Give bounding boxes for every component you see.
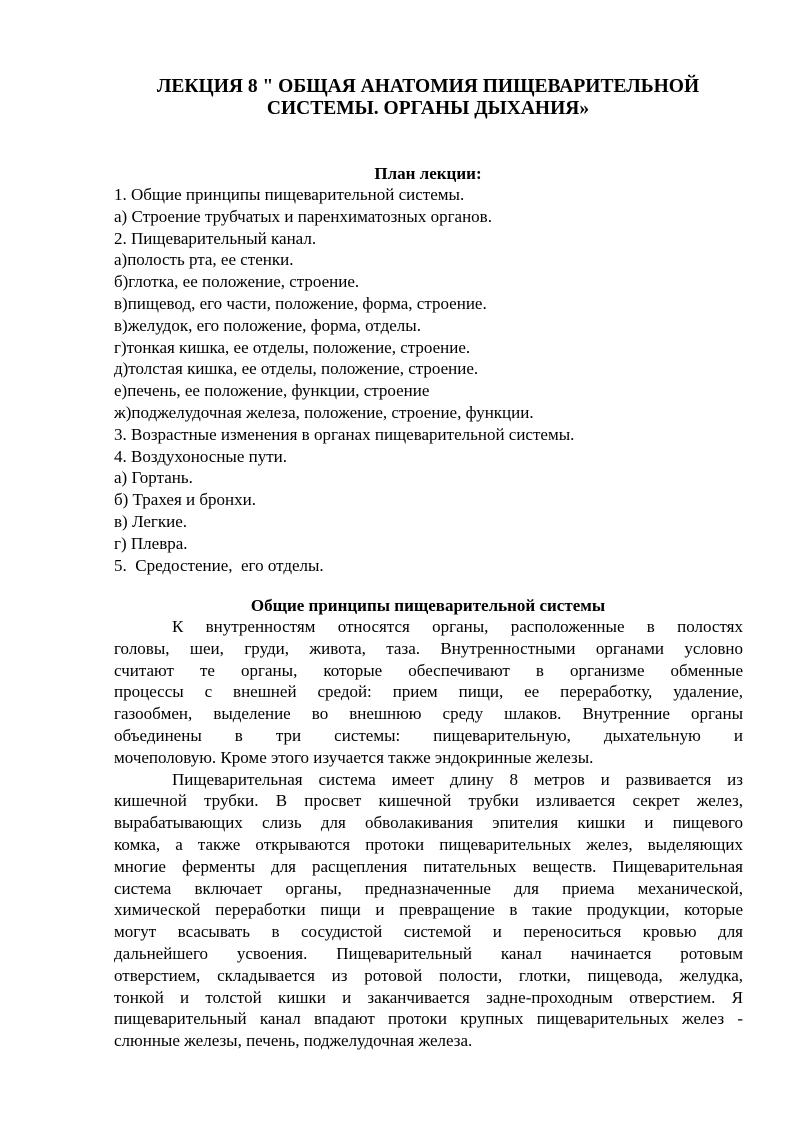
paragraph-2-line: химической переработки пищи и превращение в такие продукции, которые (114, 900, 743, 920)
plan-item: а) Гортань. (114, 468, 193, 488)
plan-item: е)печень, ее положение, функции, строение (114, 381, 430, 401)
plan-list (114, 184, 744, 576)
plan-item: 2. Пищеварительный канал. (114, 228, 317, 248)
plan-item: б) Трахея и бронхи. (114, 490, 256, 510)
paragraph-1-line: считают те органы, которые обеспечивают в организме обменные (114, 660, 743, 680)
paragraph-2-line: вырабатывающих слизь для обволакивания эпителия кишки и пищевого (114, 813, 743, 833)
plan-item: в) Легкие. (114, 511, 188, 531)
paragraph-1-line: процессы с внешней средой: прием пищи, ее переработку, удаление, (114, 682, 743, 702)
paragraph-2-line: отверстием, складывается из ротовой полости, глотки, пищевода, желудка, (114, 965, 743, 985)
lecture-title (100, 76, 756, 120)
plan-item: в)желудок, его положение, форма, отделы. (114, 315, 421, 335)
plan-item: г) Плевра. (114, 533, 188, 553)
plan-item: г)тонкая кишка, ее отделы, положение, строение. (114, 337, 471, 357)
plan-item: 1. Общие принципы пищеварительной системы. (114, 185, 465, 204)
plan-item: в)пищевод, его части, положение, форма, строение. (114, 293, 487, 313)
section-heading: Общие принципы пищеварительной системы (250, 596, 606, 615)
paragraph-2-line: дальнейшего усвоения. Пищеварительный канал начинается ротовым (114, 943, 743, 963)
paragraph-2-line: комка, а также открываются протоки пищеварительных желез, выделяющих (114, 834, 743, 854)
plan-item: 5. Средостение, его отделы. (114, 555, 324, 575)
paragraph-1-line: К внутренностям относятся органы, расположенные в полостях (172, 617, 743, 636)
paragraph-2-line: слюнные железы, печень, поджелудочная железа. (114, 1031, 473, 1051)
paragraph-2-line: тонкой и толстой кишки и заканчивается задне-проходным отверстием. Я (114, 987, 743, 1007)
paragraph-2-line: пищеварительный канал впадают протоки крупных пищеварительных желез - (114, 1009, 743, 1029)
lecture-title-line-1: ЛЕКЦИЯ 8 " ОБЩАЯ АНАТОМИЯ ПИЩЕВАРИТЕЛЬНОЙ (156, 76, 700, 97)
plan-item: 3. Возрастные изменения в органах пищеварительной системы. (114, 424, 575, 444)
plan-item: а)полость рта, ее стенки. (114, 250, 294, 270)
section-body (114, 616, 743, 1052)
paragraph-2-line: многие ферменты для расщепления питательных веществ. Пищеварительная (114, 856, 743, 876)
paragraph-2-line: могут всасывать в сосудистой системой и переноситься кровью для (114, 922, 743, 942)
plan-heading: План лекции: (374, 164, 482, 183)
plan-item: ж)поджелудочная железа, положение, строение, функции. (114, 402, 534, 422)
plan-item: 4. Воздухоносные пути. (114, 446, 288, 466)
plan-item: д)толстая кишка, ее отделы, положение, строение. (114, 359, 479, 379)
paragraph-2-line: Пищеварительная система имеет длину 8 метров и развивается из (172, 769, 743, 789)
paragraph-1-line: объединены в три системы: пищеварительную, дыхательную и (114, 725, 743, 745)
paragraph-1-line: газообмен, выделение во внешнюю среду шлаков. Внутренние органы (114, 704, 743, 724)
plan-item: б)глотка, ее положение, строение. (114, 272, 360, 292)
paragraph-2-line: система включает органы, предназначенные для приема механической, (114, 878, 743, 898)
paragraph-2-line: кишечной трубки. В просвет кишечной трубки изливается секрет желез, (114, 791, 743, 811)
paragraph-1-line: мочеполовую. Кроме этого изучается также эндокринные железы. (114, 747, 594, 767)
lecture-title-line-2: СИСТЕМЫ. ОРГАНЫ ДЫХАНИЯ» (266, 98, 590, 119)
paragraph-1-line: головы, шеи, груди, живота, таза. Внутренностными органами условно (114, 638, 743, 658)
plan-item: а) Строение трубчатых и паренхиматозных органов. (114, 206, 492, 226)
